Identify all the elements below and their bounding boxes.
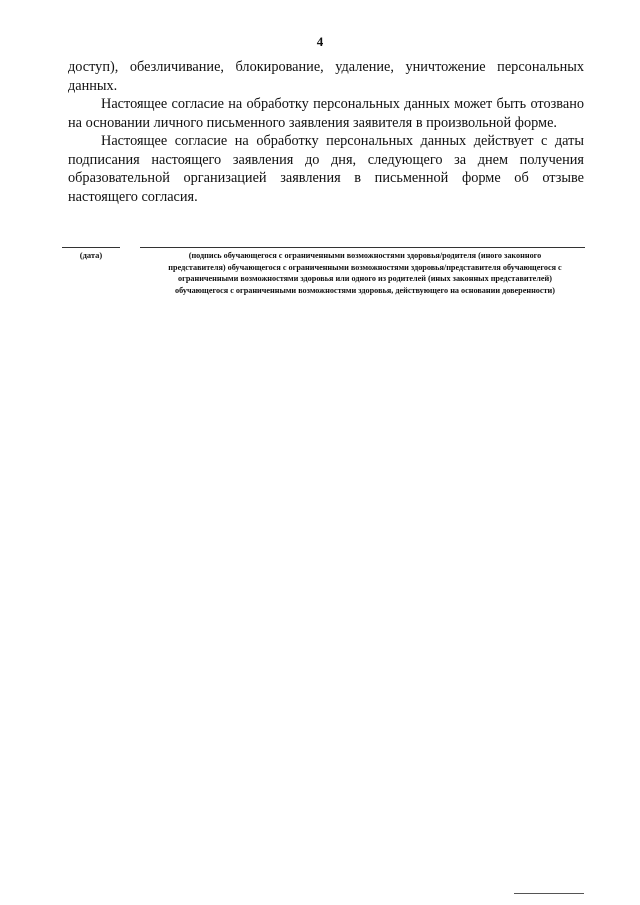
date-signature-line: [62, 247, 120, 248]
paragraph-continuation: доступ), обезличивание, блокирование, удаление, уничтожение персональных данных.: [68, 59, 584, 94]
signature-line: [140, 247, 585, 248]
signature-caption: (подпись обучающегося с ограниченными возможностями здоровья/родителя (иного законного представителя) обучающегося с ограниченными возможностями здоровья/представителя обучающегося с ограниченными возможностями здоровья или одного из родителей (иных законных представителей) обучающегося с ограниченными возможностями здоровья, действующего на основании доверенности): [168, 251, 562, 295]
document-body: [68, 58, 584, 206]
page-number: 4: [316, 34, 324, 49]
paragraph-revocation: Настоящее согласие на обработку персональных данных может быть отозвано на основании личного письменного заявления заявителя в произвольной форме.: [68, 96, 584, 131]
paragraph-validity: Настоящее согласие на обработку персональных данных действует с даты подписания настоящего заявления до дня, следующего за днем получения образовательной организацией заявления в письменной форме об отзыве настоящего согласия.: [68, 133, 584, 205]
date-caption: (дата): [79, 250, 103, 260]
footer-rule: [514, 893, 584, 894]
